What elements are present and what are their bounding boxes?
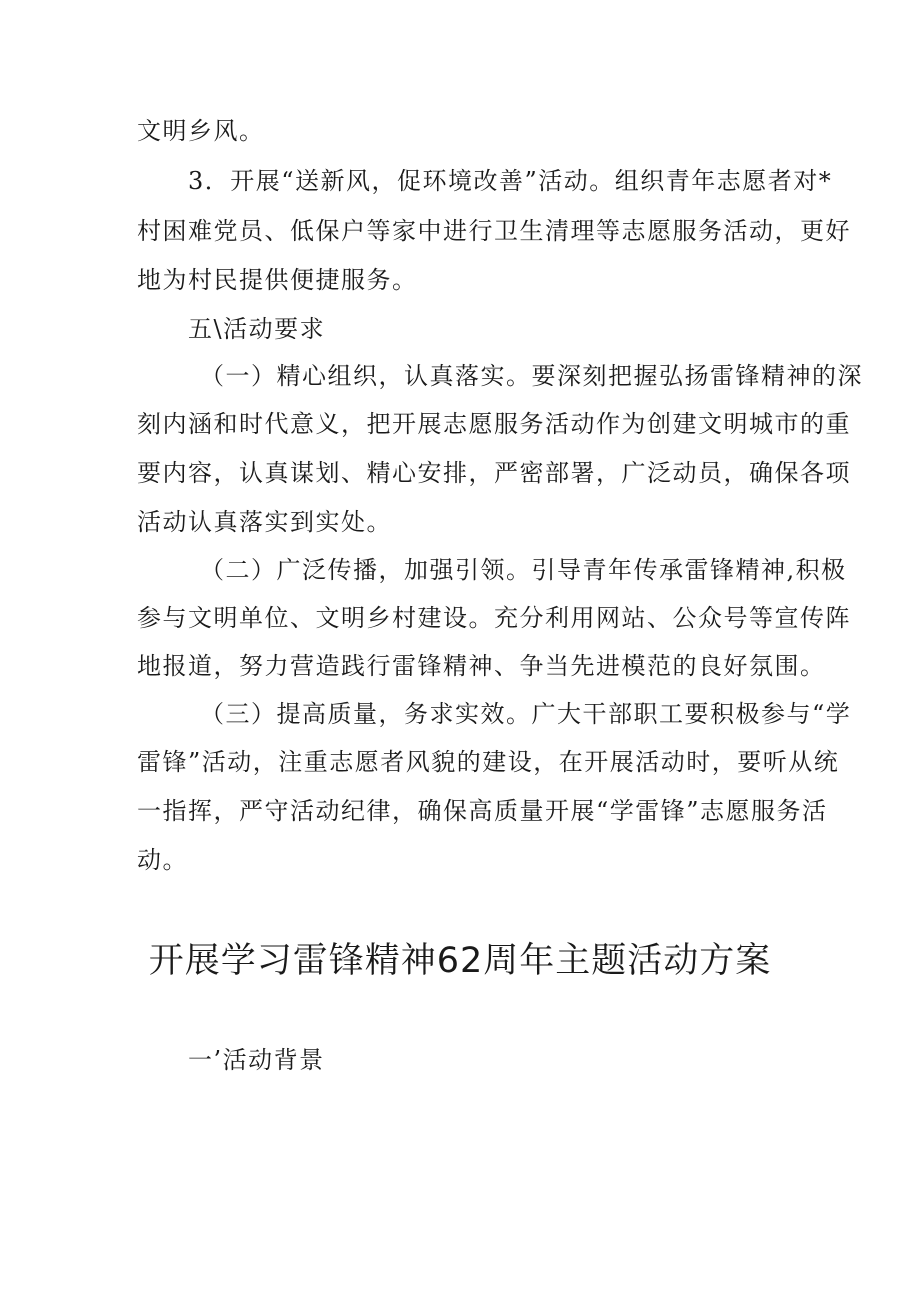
req2-line-1: （二）广泛传播，加强引领。引导青年传承雷锋精神,积极 [200, 556, 847, 584]
req2-line-3: 地报道，努力营造践行雷锋精神、争当先进模范的良好氛围。 [137, 652, 826, 680]
req3-line-1: （三）提高质量，务求实效。广大干部职工要积极参与“学 [200, 700, 852, 728]
req3-line-4: 动。 [137, 846, 188, 874]
req1-line-2: 刻内涵和时代意义，把开展志愿服务活动作为创建文明城市的重 [137, 410, 851, 438]
req3-line-3: 一指挥，严守活动纪律，确保高质量开展“学雷锋”志愿服务活 [137, 797, 828, 825]
section-heading-5: 五\活动要求 [188, 315, 326, 343]
document-title: 开展学习雷锋精神62周年主题活动方案 [148, 941, 772, 981]
req2-line-2: 参与文明单位、文明乡村建设。充分利用网站、公众号等宣传阵 [137, 604, 851, 632]
req1-line-4: 活动认真落实到实处。 [137, 508, 392, 536]
item3-line-1: 3．开展“送新风，促环境改善”活动。组织青年志愿者对* [188, 167, 833, 195]
req3-line-2: 雷锋”活动，注重志愿者风貌的建设，在开展活动时，要听从统 [137, 748, 840, 776]
item3-line-3: 地为村民提供便捷服务。 [137, 266, 418, 294]
item3-line-2: 村困难党员、低保户等家中进行卫生清理等志愿服务活动，更好 [137, 217, 851, 245]
req1-line-3: 要内容，认真谋划、精心安排，严密部署，广泛动员，确保各项 [137, 459, 851, 487]
paragraph-tail: 文明乡风。 [137, 117, 265, 145]
section-heading-1: 一’活动背景 [188, 1046, 325, 1074]
req1-line-1: （一）精心组织，认真落实。要深刻把握弘扬雷锋精神的深 [200, 362, 863, 390]
